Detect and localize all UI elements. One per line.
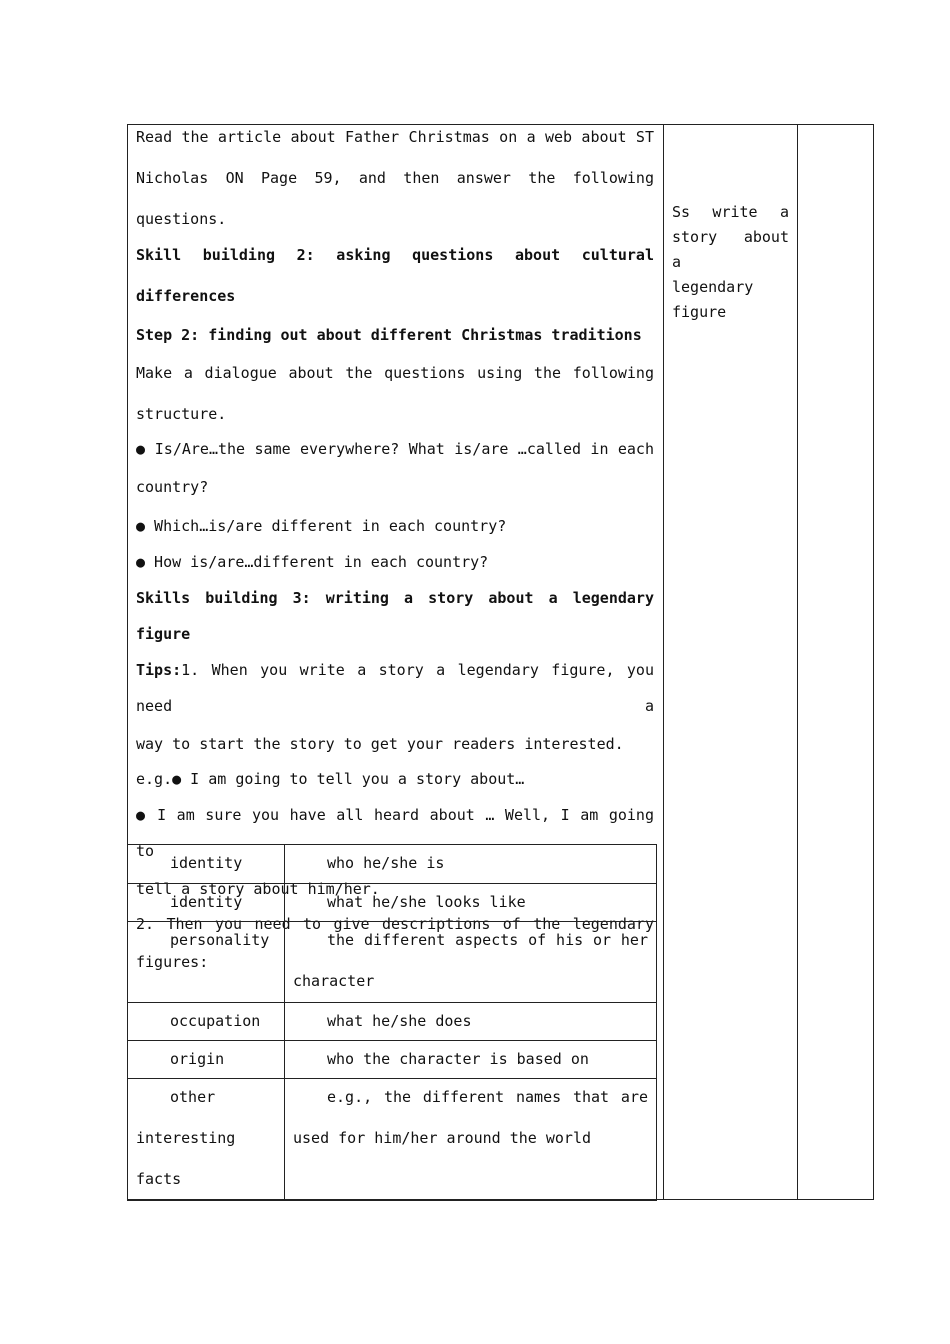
skill-heading: Skills building 3: writing a story about a legendary figure — [136, 589, 654, 643]
row-label: occupation — [170, 1012, 261, 1030]
example-text: e.g.● I am going to tell you a story about… — [136, 770, 525, 788]
question-bullet: ● How is/are…different in each country? — [136, 553, 489, 571]
tips-text: way to start the story to get your readers interested. — [136, 735, 624, 753]
intro-text: Nicholas ON Page 59, and then answer the following questions. — [136, 169, 654, 228]
step-heading: Step 2: finding out about different Christmas traditions — [136, 326, 642, 344]
question-bullet: ● Which…is/are different in each country? — [136, 517, 507, 535]
instruction-text: Make a dialogue about the questions using the following — [136, 364, 654, 382]
skill-heading: Skill building 2: asking questions about cultural — [136, 246, 654, 264]
intro-text: Read the article about Father Christmas on a web about ST — [136, 128, 654, 146]
row-description: who the character is based on — [327, 1050, 589, 1068]
tips-label: Tips: — [136, 661, 182, 679]
tips-content: 1. When you write a story a legendary figure, you need a — [136, 661, 654, 715]
row-label: identity — [170, 854, 243, 872]
row-description: the different aspects of his or her character — [293, 931, 648, 990]
example-bullet: ● I am sure you have all heard about … Well, I am going to — [136, 806, 654, 860]
example-bullet: tell a story about him/her. — [136, 880, 380, 898]
column-divider — [797, 124, 798, 1200]
skill-heading: differences — [136, 287, 236, 305]
student-activity-text: Ss write a — [672, 203, 789, 221]
table-row — [128, 1041, 657, 1079]
student-activity-text: story about a — [672, 228, 789, 271]
row-label: identity — [170, 893, 243, 911]
column-divider — [663, 124, 664, 1200]
student-activity-text: legendary — [672, 278, 754, 296]
student-activity-column — [672, 200, 789, 325]
row-description: e.g., the different names that are used for him/her around the world — [293, 1088, 648, 1147]
description-table — [127, 844, 657, 1201]
row-description: who he/she is — [327, 854, 445, 872]
row-description: what he/she looks like — [327, 893, 526, 911]
question-bullet: ● Is/Are…the same everywhere? What is/are …called in each — [136, 440, 654, 458]
row-label: origin — [170, 1050, 225, 1068]
table-row — [128, 845, 657, 884]
row-label: other interesting facts — [136, 1088, 236, 1188]
instruction-text: figures: — [136, 953, 209, 971]
table-row — [128, 922, 657, 1003]
instruction-text: 2. Then you need to give descriptions of the legendary — [136, 915, 654, 933]
student-activity-text: figure — [672, 303, 727, 321]
table-row — [128, 1079, 657, 1201]
table-row — [128, 1003, 657, 1041]
question-bullet: country? — [136, 478, 209, 496]
instruction-text: structure. — [136, 405, 227, 423]
row-description: what he/she does — [327, 1012, 472, 1030]
tips-text — [136, 652, 654, 724]
row-label: personality — [170, 931, 270, 949]
